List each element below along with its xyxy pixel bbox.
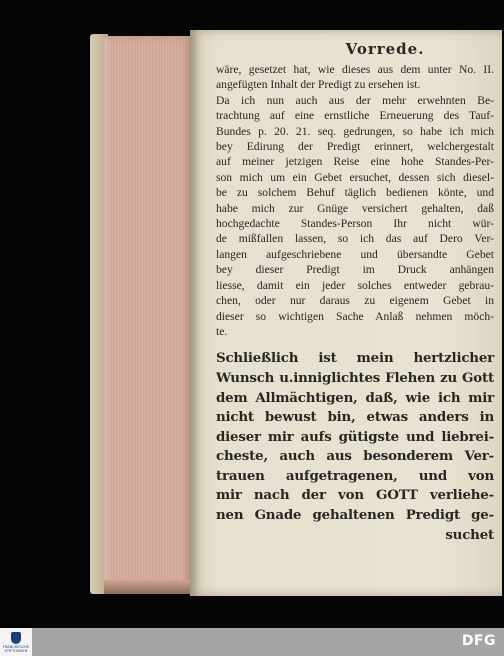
dfg-logo[interactable]: DFG [461,633,496,649]
text-line: chen, oder nur daraus zu eigenem Gebet in [216,294,494,308]
text-line: hochgedachte Standes-Person Ihr nicht wür- [216,217,494,231]
text-line: dieser so wichtigen Sache Anlaß nehmen möch- [216,309,494,323]
text-line: wäre, gesetzet hat, wie dieses aus dem unter No. II. [216,63,494,76]
text-line: nicht bewust bin, etwas anders in [216,409,494,426]
page-edges-bottom [104,580,194,594]
page-header: Vorrede. [345,40,425,58]
text-line: mir nach der von GOTT verliehe- [216,487,494,504]
text-line: cheste, auch aus besonderem Ver- [216,448,494,465]
logo-text: FRANCKESCHE STIFTUNGEN [2,644,30,653]
text-line: bey Edirung der Predigt erinnert, welchergestalt [216,140,494,154]
text-line: bey dieser Predigt im Druck anhängen [216,263,494,277]
text-line: Wunsch u.inniglichtes Flehen zu Gott [216,369,494,386]
text-line: Schließlich ist mein hertzlicher [216,350,494,367]
tower-icon [11,632,21,644]
text-line: nen Gnade gehaltenen Predigt ge- [216,507,494,524]
text-line: Da ich nun auch aus der mehr erwehnten Be- [216,93,494,107]
text-line: be zu solchem Behuf täglich bedienen könte, und [216,186,494,200]
closing-paragraph [216,349,494,545]
text-line: dem Allmächtigen, daß, wie ich mir [216,389,494,406]
text-line: te. [216,324,228,338]
institution-logo[interactable] [0,628,32,656]
text-line: dieser mir aufs gütigste und liebrei- [216,428,494,445]
text-line: suchet [445,526,494,543]
text-line: auf meiner jetzigen Reise eine hohe Standes-Per- [216,155,494,169]
text-line: de mißfallen lassen, so ich das auf Dero Ver- [216,232,494,246]
text-line: Bundes p. 20. 21. seq. gedrungen, so habe ich mich [216,124,494,138]
text-line: son mich um ein Gebet ersuchet, dessen sich diesel- [216,170,494,184]
text-line: angefügten Inhalt der Predigt zu ersehen ist. [216,78,421,92]
viewer-footer [0,628,504,656]
text-line: habe mich zur Gnüge versichert gehalten, daß [216,201,494,215]
text-line: trachtung auf eine ernstliche Erneuerung des Tauf- [216,109,494,123]
page-edges [104,36,194,592]
text-line: trauen aufgetragenen, und von [216,467,494,484]
book-page [190,30,502,596]
page-text [216,40,494,545]
text-line: langen aufgeschriebene und übersandte Gebet [216,247,494,261]
preface-paragraph [216,62,494,339]
text-line: liesse, damit ein jeder solches entweder gebrau- [216,278,494,292]
